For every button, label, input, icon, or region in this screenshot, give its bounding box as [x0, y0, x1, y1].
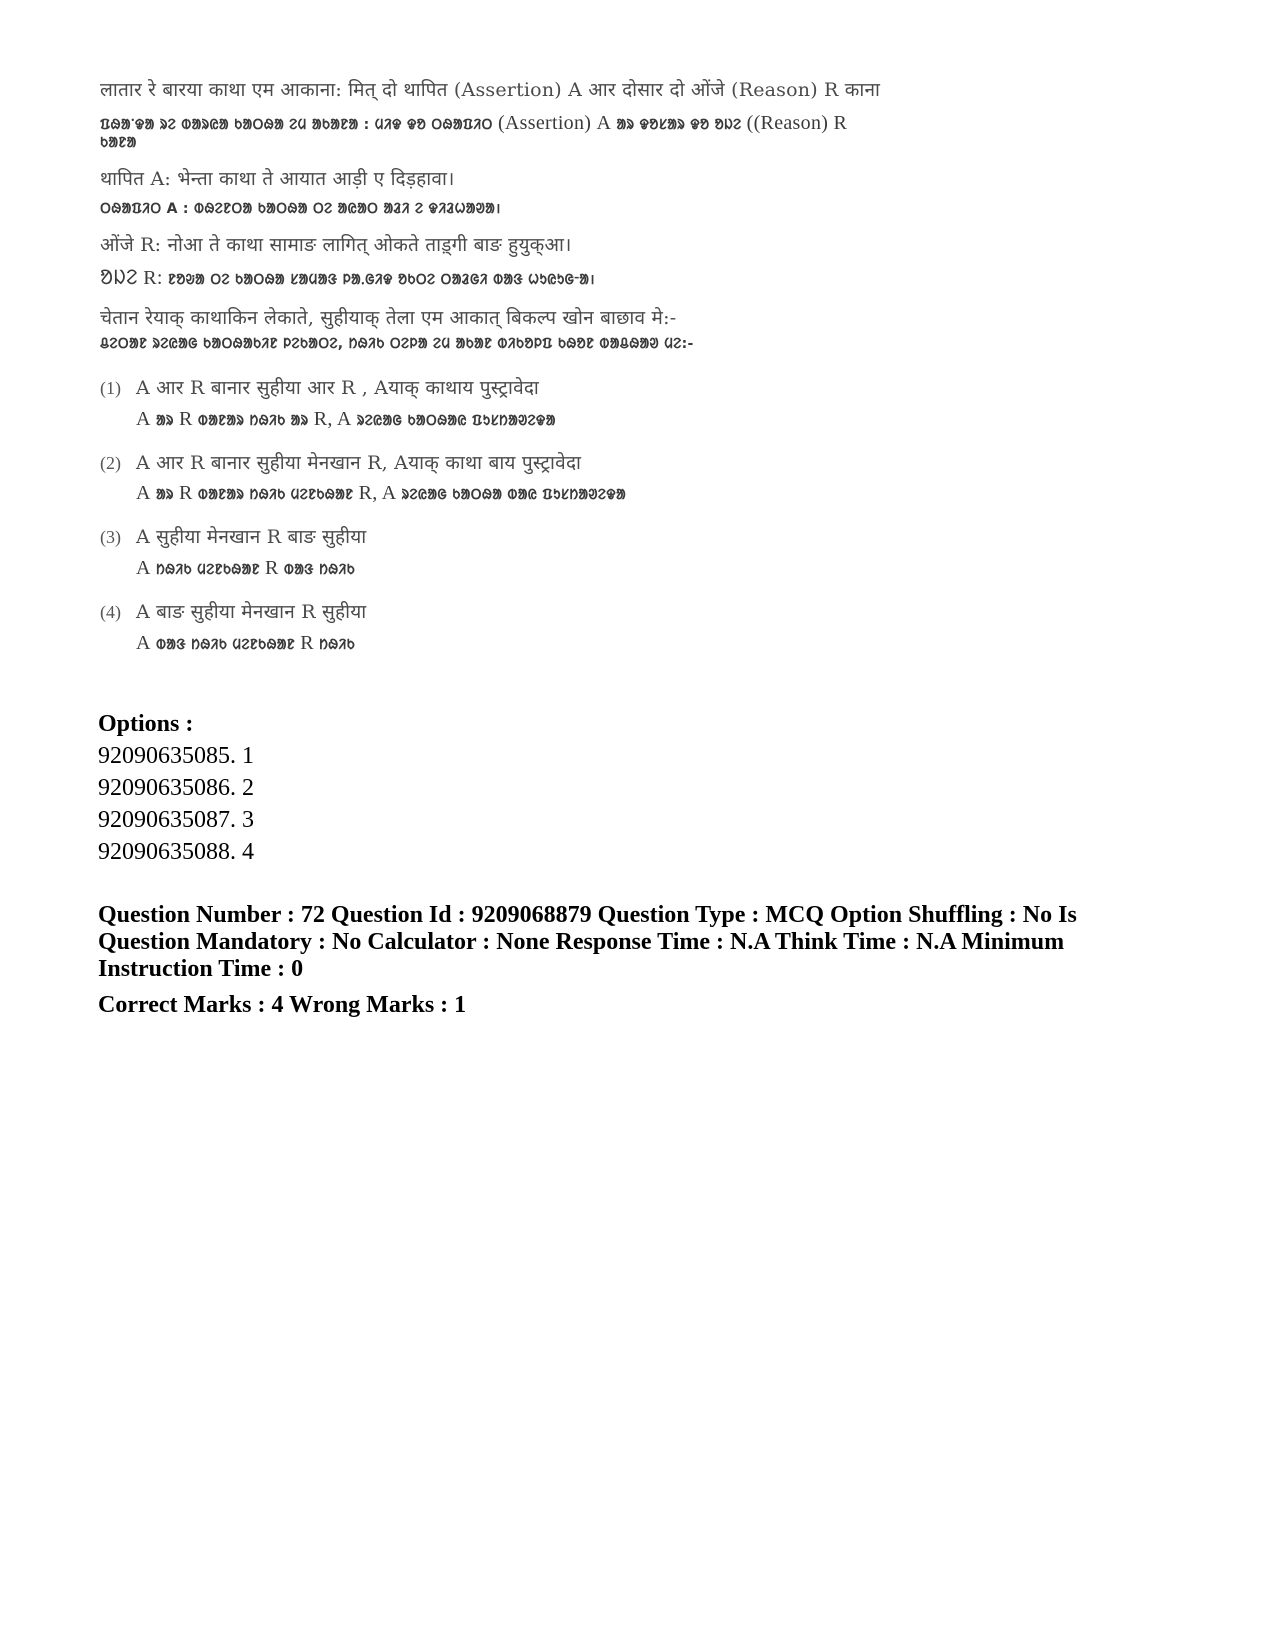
reason-hindi: ओंजे R: नोआ ते काथा सामाङ लागित् ओकते ताड़्गी बाङ हुयुक्आ।: [100, 233, 572, 256]
question-meta-line2: Question Mandatory : No Calculator : None Response Time : N.A Think Time : N.A Minimum: [98, 929, 1065, 955]
scan-option-hindi: A आर R बानार सुहीया मेनखान R, Aयाक् काथा बाय पुस्ट्रावेदा: [136, 451, 582, 474]
options-heading: Options :: [98, 711, 194, 737]
option-id-1: 92090635085. 1: [98, 743, 254, 769]
assertion-hindi: थापित A: भेन्ता काथा ते आयात आड़ी ए दिड़हावा।: [100, 167, 455, 190]
scan-option-hindi: A आर R बानार सुहीया आर R , Aयाक् काथाय पुस्ट्रावेदा: [136, 376, 540, 399]
scan-option-2: [100, 453, 960, 506]
assertion-santali: ᱛᱷᱟᱯᱤᱛ A : ᱵᱷᱮᱱᱛᱟ ᱠᱟᱛᱷᱟ ᱛᱮ ᱟᱭᱟᱛ ᱟᱲᱤ ᱮ ᱫᱤᱲᱦᱟᱣᱟ।: [100, 200, 501, 217]
reason-santali: ᱚᱡᱮ R: ᱱᱚᱶᱟ ᱛᱮ ᱠᱟᱛᱷᱟ ᱥᱟᱢᱟᱝ ᱞᱟᱹᱜᱤᱫ ᱚᱠᱛᱮ ᱛᱟᱲᱜᱤ ᱵᱟᱝ ᱦᱩᱭᱩᱜᱼᱟ।: [100, 266, 595, 289]
scan-option-hindi: A बाङ सुहीया मेनखान R सुहीया: [136, 601, 367, 624]
instruction-santali-line1: ᱯᱷᱟᱸᱫᱟ ᱨᱮ ᱵᱟᱨᱭᱟ ᱠᱟᱛᱷᱟ ᱮᱢ ᱟᱠᱟᱱᱟ : ᱢᱤᱫ ᱫᱚ ᱛᱷᱟᱯᱤᱛ (Assertion) A ᱟᱨ ᱫᱚᱥᱟᱨ ᱫᱚ ᱚᱡᱮ ((Reason) R: [100, 111, 848, 134]
question-meta-line1: Question Number : 72 Question Id : 9209068879 Question Type : MCQ Option Shuffling : No Is: [98, 902, 1077, 928]
question-scan-image: [100, 80, 960, 677]
scan-option-3: [100, 527, 960, 580]
instruction-santali-line2: ᱠᱟᱱᱟ: [100, 134, 137, 151]
instruction-hindi: लातार रे बारया काथा एम आकाना: मित् दो थापित (Assertion) A आर दोसार दो ओंजे (Reason) R काना: [100, 79, 881, 101]
scan-option-number: (1): [100, 377, 121, 398]
question-details: [98, 708, 1178, 1019]
scan-option-1: [100, 378, 960, 431]
prompt-hindi: चेतान रेयाक् काथाकिन लेकाते, सुहीयाक् तेला एम आकात् बिकल्प खोन बाछाव मे:-: [100, 306, 677, 329]
assertion-block: [100, 169, 960, 217]
scan-option-santali: A ᱟᱨ R ᱵᱟᱱᱟᱨ ᱴᱷᱤᱠ ᱢᱮᱱᱠᱷᱟᱱ R, A ᱨᱮᱭᱟᱜ ᱠᱟᱛᱷᱟ ᱵᱟᱭ ᱯᱩᱥᱴᱟᱣᱮᱫᱟ: [136, 482, 627, 505]
question-meta: [98, 902, 1178, 983]
reason-block: [100, 235, 960, 290]
marks-line: Correct Marks : 4 Wrong Marks : 1: [98, 992, 467, 1018]
prompt-santali: ᱪᱮᱛᱟᱱ ᱨᱮᱭᱟᱜ ᱠᱟᱛᱷᱟᱠᱤᱱ ᱞᱮᱠᱟᱛᱮ, ᱴᱷᱤᱠ ᱛᱮᱞᱟ ᱮᱢ ᱟᱠᱟᱱ ᱵᱤᱠᱚᱞᱯ ᱠᱷᱚᱱ ᱵᱟᱪᱷᱟᱣ ᱢᱮ:-: [100, 335, 694, 352]
scan-option-number: (3): [100, 527, 121, 548]
prompt-block: [100, 308, 960, 352]
scan-option-number: (4): [100, 602, 121, 623]
scan-option-number: (2): [100, 452, 121, 473]
question-meta-line3: Instruction Time : 0: [98, 956, 304, 982]
scan-option-4: [100, 602, 960, 655]
option-id-4: 92090635088. 4: [98, 839, 254, 865]
scan-option-santali: A ᱟᱨ R ᱵᱟᱱᱟᱨ ᱴᱷᱤᱠ ᱟᱨ R, A ᱨᱮᱭᱟᱜ ᱠᱟᱛᱷᱟᱭ ᱯᱩᱥᱴᱟᱣᱮᱫᱟ: [136, 407, 556, 430]
scan-option-hindi: A सुहीया मेनखान R बाङ सुहीया: [136, 526, 367, 549]
scan-option-santali: A ᱴᱷᱤᱠ ᱢᱮᱱᱠᱷᱟᱱ R ᱵᱟᱝ ᱴᱷᱤᱠ: [136, 557, 356, 580]
option-id-3: 92090635087. 3: [98, 807, 254, 833]
instruction-block: [100, 80, 960, 151]
scan-option-santali: A ᱵᱟᱝ ᱴᱷᱤᱠ ᱢᱮᱱᱠᱷᱟᱱ R ᱴᱷᱤᱠ: [136, 632, 356, 655]
option-id-2: 92090635086. 2: [98, 775, 254, 801]
